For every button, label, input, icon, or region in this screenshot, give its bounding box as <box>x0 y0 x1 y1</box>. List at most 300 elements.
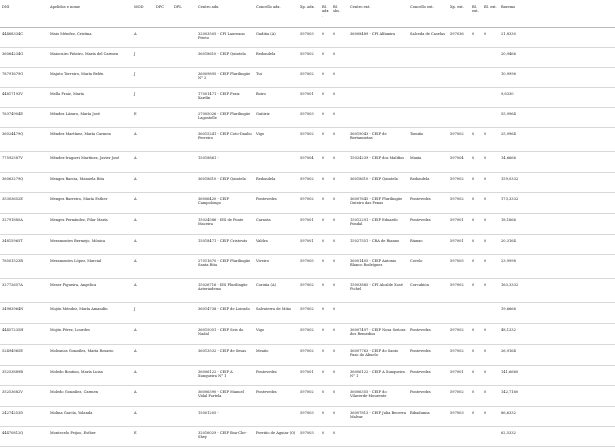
table-cell: 36001405 - CEIP Antonio Blanco Rodríguez <box>348 255 408 279</box>
table-cell <box>154 108 172 128</box>
table-cell <box>482 303 499 324</box>
column-header: Bl. ext. <box>470 0 482 28</box>
table-cell: 0 <box>470 235 482 255</box>
table-cell <box>172 68 196 88</box>
table-cell: 0 <box>331 173 348 193</box>
table-row <box>0 255 615 279</box>
column-header: Xp. ext. <box>448 0 470 28</box>
table-cell: 0 <box>320 345 331 366</box>
table-cell <box>154 366 172 386</box>
table-cell: 597003 <box>448 407 470 427</box>
table-cell: 15026716 - IES Plurilingüe Asteriademo <box>196 279 254 303</box>
table-cell: 0 <box>482 173 499 193</box>
table-cell: 0 <box>470 255 482 279</box>
table-cell: 32003505 - CPI Laureano Prieto <box>196 28 254 48</box>
table-cell: 0 <box>482 366 499 386</box>
column-header: Bl. adx. <box>320 0 331 28</box>
table-cell: Mella Fraiz, María <box>48 88 132 108</box>
table-cell: 597002 <box>448 279 470 303</box>
table-cell: Méndez Lázaro, María José <box>48 108 132 128</box>
table-cell: 0 <box>482 255 499 279</box>
table-cell: 27005026 - CEIP Plurilingüe Lagostelle <box>196 108 254 128</box>
table-cell <box>448 427 470 447</box>
table-cell: Meramontes Bermejo, Mónica <box>48 235 132 255</box>
table-cell: 159,0332 <box>499 173 615 193</box>
table-cell: 0 <box>320 193 331 214</box>
table-cell: 35253889B <box>0 366 48 386</box>
table-cell: A <box>132 193 154 214</box>
table-cell: 0 <box>320 235 331 255</box>
table-cell: 597002 <box>298 303 320 324</box>
table-cell: A <box>132 173 154 193</box>
table-cell: 597003 <box>298 108 320 128</box>
table-cell: 36006420 - CEIP Campolongo <box>196 193 254 214</box>
table-cell <box>154 427 172 447</box>
table-cell: 597004 <box>298 152 320 173</box>
table-cell: Salvaterra de Miño <box>254 303 298 324</box>
table-cell: Montecelo Feijoo, Esther <box>48 427 132 447</box>
table-cell <box>348 303 408 324</box>
table-cell: 0 <box>331 324 348 345</box>
column-header: DPC <box>154 0 172 28</box>
table-cell: 597002 <box>298 279 320 303</box>
table-cell: 173,3332 <box>499 193 615 214</box>
table-cell: 0 <box>320 303 331 324</box>
table-cell: 52494965E <box>0 345 48 366</box>
table-cell: 597001 <box>298 235 320 255</box>
table-cell: Covelo <box>408 255 448 279</box>
column-header: DNI <box>0 0 48 28</box>
table-cell: 27011670 - CEIP Plurilingüe Santa Rita <box>196 255 254 279</box>
table-cell <box>448 88 470 108</box>
table-cell: 0 <box>331 255 348 279</box>
table-cell: 0 <box>470 193 482 214</box>
table-cell: Meaño <box>254 345 298 366</box>
table-cell <box>172 235 196 255</box>
table-cell: Pontevedra <box>408 366 448 386</box>
table-cell: A <box>132 28 154 48</box>
table-cell: 0 <box>331 193 348 214</box>
table-cell: 0 <box>470 279 482 303</box>
table-cell: Gudiña (A) <box>254 28 298 48</box>
column-header: Apelidos e nome <box>48 0 132 28</box>
table-cell: 77592587V <box>0 152 48 173</box>
table-cell: 36007497 - CEIP Nosa Señora dos Remedios <box>348 324 408 345</box>
table-cell <box>172 255 196 279</box>
table-cell: 0 <box>331 386 348 407</box>
table-cell: 597002 <box>448 345 470 366</box>
table-cell <box>154 28 172 48</box>
table-cell: Pontevedra <box>408 324 448 345</box>
table-cell: 0 <box>482 193 499 214</box>
table-cell: 0 <box>470 214 482 235</box>
table-cell: 0 <box>320 173 331 193</box>
table-cell: A <box>132 407 154 427</box>
table-cell: 0 <box>320 214 331 235</box>
table-cell: 14,6666 <box>499 152 615 173</box>
table-cell: 597002 <box>448 324 470 345</box>
table-cell <box>172 214 196 235</box>
table-cell: Muxía <box>408 152 448 173</box>
table-cell <box>154 193 172 214</box>
table-cell: 0 <box>331 303 348 324</box>
table-cell: 597002 <box>298 193 320 214</box>
table-cell: 597001 <box>448 214 470 235</box>
table-cell: J <box>132 303 154 324</box>
table-cell <box>408 68 448 88</box>
table-cell <box>172 173 196 193</box>
table-cell: 0 <box>482 386 499 407</box>
table-cell: 597001 <box>298 88 320 108</box>
table-row <box>0 28 615 48</box>
table-cell <box>448 48 470 68</box>
table-cell: 20,9466 <box>499 48 615 68</box>
table-cell: J <box>132 68 154 88</box>
table-cell: Pontevedra <box>408 214 448 235</box>
table-cell: 0 <box>320 255 331 279</box>
table-cell: 36013532 - CEIP de Sesas <box>196 345 254 366</box>
table-cell: 36007813 - CEIP Julia Becerra Malvar <box>348 407 408 427</box>
table-cell: Mengez Barcia, Manuela Rita <box>48 173 132 193</box>
table-row <box>0 407 615 427</box>
table-cell: A <box>132 255 154 279</box>
table-cell: 597001 <box>448 235 470 255</box>
table-cell: 0 <box>470 128 482 152</box>
table-cell: 597002 <box>298 324 320 345</box>
table-cell: 15018471 - CEIP Cristovás <box>196 235 254 255</box>
table-row <box>0 173 615 193</box>
table-cell: 0 <box>320 68 331 88</box>
table-cell: 0 <box>331 214 348 235</box>
table-cell: 0 <box>482 324 499 345</box>
table-row <box>0 214 615 235</box>
table-cell: 25,9964 <box>499 128 615 152</box>
table-cell: 597002 <box>448 128 470 152</box>
table-cell: Maio Méndez, Cristina <box>48 28 132 48</box>
table-cell: 0 <box>331 345 348 366</box>
table-cell <box>154 255 172 279</box>
table-cell: Moledo Bouñon, María Luisa <box>48 366 132 386</box>
table-cell <box>154 345 172 366</box>
table-cell: 26,9164 <box>499 345 615 366</box>
table-cell <box>482 427 499 447</box>
table-cell: J <box>132 88 154 108</box>
table-cell: 597003 <box>298 427 320 447</box>
table-cell: Majuto Torreiro, María Belén <box>48 68 132 88</box>
table-cell: A <box>132 345 154 366</box>
table-cell: Tomiño <box>408 128 448 152</box>
table-cell <box>408 88 448 108</box>
table-cell <box>408 48 448 68</box>
table-cell <box>172 279 196 303</box>
table-cell <box>172 386 196 407</box>
table-cell: Guitiriz <box>254 108 298 128</box>
table-cell: 35253682V <box>0 386 48 407</box>
column-header: MOD <box>132 0 154 28</box>
table-cell: 36007763 - CEIP do Santo Pazo do Abuelo <box>348 345 408 366</box>
table-cell <box>154 152 172 173</box>
table-cell <box>448 68 470 88</box>
table-cell: A <box>132 279 154 303</box>
table-cell: 0 <box>331 152 348 173</box>
table-cell: 597002 <box>298 386 320 407</box>
table-cell <box>172 88 196 108</box>
table-cell: 0 <box>320 88 331 108</box>
table-cell: 36006122 - CEIP A Xunqueira N° 1 <box>348 366 408 386</box>
table-cell: 32772657A <box>0 279 48 303</box>
table-cell <box>154 88 172 108</box>
table-cell: 0 <box>320 279 331 303</box>
table-cell: 597002 <box>448 173 470 193</box>
table-row <box>0 193 615 214</box>
table-cell: A <box>132 235 154 255</box>
table-cell: 36063279Q <box>0 173 48 193</box>
table-cell: 0 <box>331 235 348 255</box>
header-row <box>0 0 615 28</box>
table-cell: Porriño de Aguiar (O) <box>254 427 298 447</box>
column-header: DPL <box>172 0 196 28</box>
table-cell: 0 <box>320 366 331 386</box>
column-header: Centro adx. <box>196 0 254 28</box>
column-header: Xp. adx. <box>298 0 320 28</box>
table-cell: 141,6660 <box>499 366 615 386</box>
table-cell: Valdra <box>254 235 298 255</box>
table-row <box>0 128 615 152</box>
table-cell: 0 <box>482 279 499 303</box>
table-cell: 36007645 - CEIP Plurilingüe Outeiro das Penas <box>348 193 408 214</box>
table-cell: Mojón Méndez, María Amandín <box>48 303 132 324</box>
table-cell <box>172 193 196 214</box>
table-cell: Pontevedra <box>254 366 298 386</box>
table-cell: 36018610 - CEIP Quintela <box>196 173 254 193</box>
table-cell: 0 <box>331 279 348 303</box>
table-cell <box>482 68 499 88</box>
table-cell: 55,9964 <box>499 108 615 128</box>
table-cell: A <box>132 386 154 407</box>
column-header: Concello ext. <box>408 0 448 28</box>
table-cell: A <box>132 366 154 386</box>
table-cell: 0 <box>470 152 482 173</box>
table-cell: Carnota <box>254 214 298 235</box>
table-cell: 597036 <box>448 28 470 48</box>
table-cell: 36009895 - CEIP Plurilingüe N° 2 <box>196 68 254 88</box>
table-cell: 0 <box>331 407 348 427</box>
table-cell: 0 <box>470 366 482 386</box>
table-cell: 0 <box>482 345 499 366</box>
table-cell: 48,1332 <box>499 324 615 345</box>
table-cell: Corcubión <box>408 279 448 303</box>
table-cell: 0 <box>331 108 348 128</box>
table-row <box>0 386 615 407</box>
table-cell: 15027551 - CRA de Rianxo <box>348 235 408 255</box>
table-cell: E <box>132 108 154 128</box>
table-cell <box>482 88 499 108</box>
table-cell <box>172 28 196 48</box>
table-cell: 0 <box>320 386 331 407</box>
table-cell: Pontevedra <box>408 345 448 366</box>
table-cell: 21,8330 <box>499 28 615 48</box>
table-cell <box>408 303 448 324</box>
table-cell <box>448 303 470 324</box>
table-cell <box>348 88 408 108</box>
table-cell: 76374904E <box>0 108 48 128</box>
table-cell: 36019043 - CEIP de Bertamiráns <box>348 128 408 152</box>
table-cell: Pontevedra <box>254 386 298 407</box>
table-cell: 0 <box>331 48 348 68</box>
table-cell: Pontevedra <box>254 193 298 214</box>
column-header: Bl. sbs. <box>331 0 348 28</box>
table-cell <box>470 427 482 447</box>
table-cell <box>448 108 470 128</box>
table-cell: 9,8330 <box>499 88 615 108</box>
table-cell: A <box>132 128 154 152</box>
table-cell: Redondela <box>254 173 298 193</box>
table-cell: 0 <box>470 173 482 193</box>
table-cell <box>482 48 499 68</box>
table-cell: 36014738 - CEIP de Loirado <box>196 303 254 324</box>
table-cell: 142,7160 <box>499 386 615 407</box>
table-cell <box>154 235 172 255</box>
column-header: Baremo <box>499 0 615 28</box>
table-cell <box>172 152 196 173</box>
table-cell <box>470 108 482 128</box>
table-cell: Coruña (A) <box>254 279 298 303</box>
table-cell: 0 <box>482 214 499 235</box>
column-header: Bl. ext. <box>482 0 499 28</box>
table-cell <box>154 279 172 303</box>
table-cell <box>172 427 196 447</box>
table-cell: 0 <box>320 48 331 68</box>
table-cell: 0 <box>331 68 348 88</box>
table-cell: 163,3332 <box>499 279 615 303</box>
table-cell: Molina García, Yolanda <box>48 407 132 427</box>
table-cell <box>470 88 482 108</box>
table-cell: Moledo González, Carmen <box>48 386 132 407</box>
table-cell <box>470 303 482 324</box>
table-cell: 34815965T <box>0 235 48 255</box>
table-cell: 15012291 - CEIP Eduardo Pondal <box>348 214 408 235</box>
table-cell: Meramontes López, Marcial <box>48 255 132 279</box>
table-cell: 15024586 - IES de Ponte Maceira <box>196 214 254 235</box>
table-cell: 597005 <box>448 255 470 279</box>
table-body <box>0 28 615 447</box>
table-cell <box>154 214 172 235</box>
table-cell: 86,6332 <box>499 407 615 427</box>
table-cell: 15003885 - CPI Alcalde Xosé Pichel <box>348 279 408 303</box>
column-header: Centro ext. <box>348 0 408 28</box>
table-cell <box>154 128 172 152</box>
column-header: Concello adx. <box>254 0 298 28</box>
table-cell: A <box>132 214 154 235</box>
table-row <box>0 88 615 108</box>
table-cell: 597002 <box>298 68 320 88</box>
table-cell: 0 <box>470 28 482 48</box>
table-cell: 36015051 - CEIP Seis do Nadal <box>196 324 254 345</box>
table-cell: 0 <box>482 152 499 173</box>
table-cell: 18,1666 <box>499 214 615 235</box>
table-cell: 36024479Q <box>0 128 48 152</box>
table-cell: Maiocuiro Piñeiro, María del Carmen <box>48 48 132 68</box>
table-cell <box>154 324 172 345</box>
table-cell: 597002 <box>298 48 320 68</box>
table-cell: 597002 <box>298 128 320 152</box>
table-cell: 597003 <box>298 28 320 48</box>
table-cell: 32016029 - CEIP Boa-Che-Shey <box>196 427 254 447</box>
table-cell: 19,6666 <box>499 303 615 324</box>
table-cell: 34983964N <box>0 303 48 324</box>
table-cell: Rianxo <box>408 235 448 255</box>
table-cell <box>172 345 196 366</box>
table-cell: 44468334C <box>0 28 48 48</box>
table-cell: 0 <box>482 407 499 427</box>
table-cell: Ribadumia <box>408 407 448 427</box>
table-cell: 32791885A <box>0 214 48 235</box>
table-cell: 36006390 - CEIP Manuel Vidal Portela <box>196 386 254 407</box>
table-cell: 44470812Q <box>0 427 48 447</box>
table-cell: 36018610 - CEIP Quintela <box>348 173 408 193</box>
table-cell: 597001 <box>298 366 320 386</box>
table-cell <box>348 68 408 88</box>
table-cell: 0 <box>331 88 348 108</box>
table-cell: 597002 <box>448 193 470 214</box>
table-row <box>0 48 615 68</box>
table-cell: 0 <box>320 108 331 128</box>
table-cell: Méndez Martínez, María Carmen <box>48 128 132 152</box>
table-row <box>0 366 615 386</box>
table-cell: Viveiro <box>254 255 298 279</box>
table-cell: Redondela <box>254 48 298 68</box>
table-cell: Pontevedra <box>408 386 448 407</box>
table-cell: 15018861 - <box>196 152 254 173</box>
table-cell: Moleanos González, María Rosario <box>48 345 132 366</box>
table-cell <box>470 68 482 88</box>
table-cell: 597001 <box>298 214 320 235</box>
table-cell <box>172 108 196 128</box>
table-cell <box>172 128 196 152</box>
table-cell <box>470 48 482 68</box>
table-cell <box>254 152 298 173</box>
table-cell: Pontevedra <box>408 193 448 214</box>
table-cell: 0 <box>320 28 331 48</box>
table-cell <box>154 386 172 407</box>
table-cell: 0 <box>470 386 482 407</box>
table-row <box>0 235 615 255</box>
table-cell: 23,9998 <box>499 255 615 279</box>
table-cell <box>154 407 172 427</box>
table-cell: 0 <box>482 128 499 152</box>
table-row <box>0 345 615 366</box>
table-cell: 36008489 - CPI Alfamira <box>348 28 408 48</box>
table-row <box>0 152 615 173</box>
table-cell <box>348 427 408 447</box>
table-cell <box>254 407 298 427</box>
table-cell: Boiro <box>254 88 298 108</box>
table-cell <box>154 173 172 193</box>
table-cell: 36064234G <box>0 48 48 68</box>
table-cell: 0 <box>320 427 331 447</box>
table-cell <box>482 108 499 128</box>
table-cell: 78791679G <box>0 68 48 88</box>
table-cell: Méndez-Iragorri Martínez, Javier José <box>48 152 132 173</box>
table-cell <box>408 108 448 128</box>
table-cell <box>348 48 408 68</box>
table-cell: 0 <box>331 128 348 152</box>
table-cell: Mojón Pérez, Lourdes <box>48 324 132 345</box>
table-cell: 24274253D <box>0 407 48 427</box>
table-cell: 0 <box>331 366 348 386</box>
table-cell: Vigo <box>254 324 298 345</box>
table-cell: Tui <box>254 68 298 88</box>
